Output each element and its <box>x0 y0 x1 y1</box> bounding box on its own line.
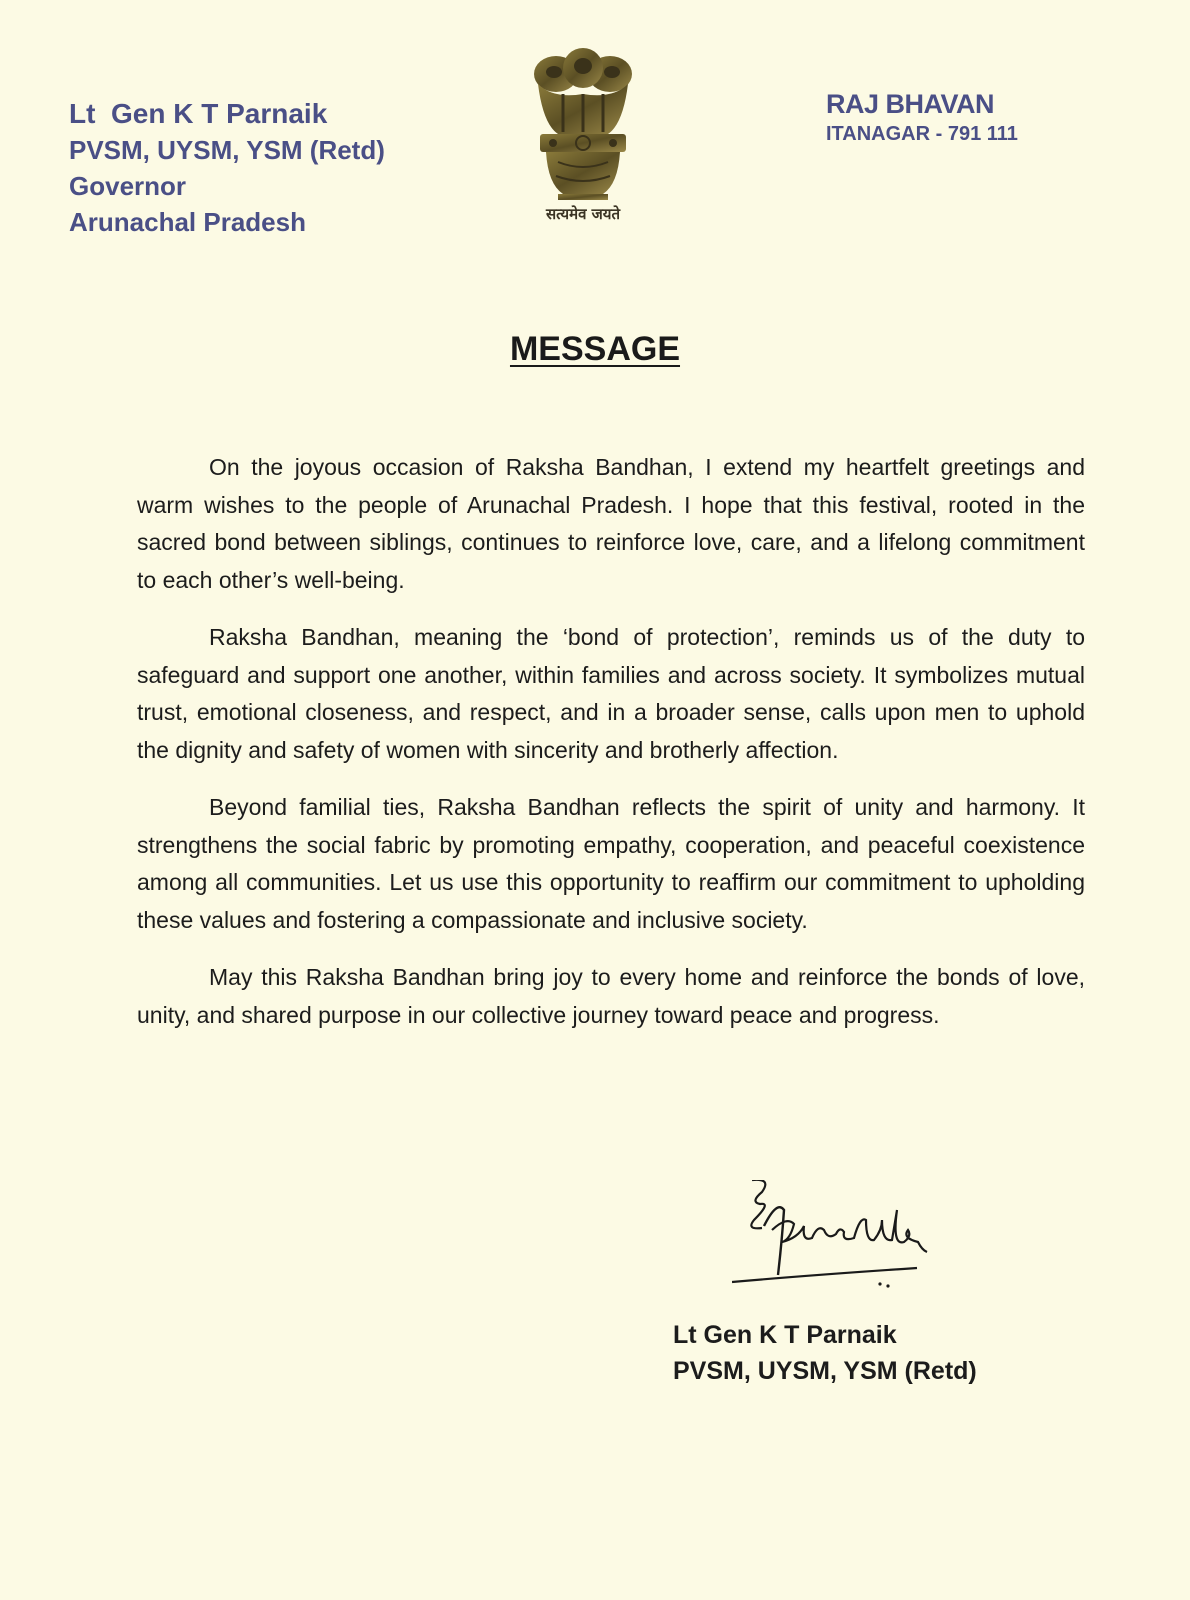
message-title: MESSAGE <box>509 330 681 368</box>
sender-state: Arunachal Pradesh <box>69 207 306 237</box>
office-name: RAJ BHAVAN <box>826 89 995 119</box>
sender-block <box>69 96 385 240</box>
emblem-motto: सत्यमेव जयते <box>545 205 621 223</box>
handwritten-signature <box>732 1180 952 1300</box>
sender-name: Lt Gen K T Parnaik <box>69 98 328 129</box>
signatory-name: Lt Gen K T Parnaik <box>673 1321 897 1349</box>
state-emblem-icon <box>518 44 648 234</box>
paragraph-2: Raksha Bandhan, meaning the ‘bond of protection’, reminds us of the duty to safeguard and support one another, within families and across society. It symbolizes mutual trust, emotional closeness, and respect, and in a broader sense, calls upon men to uphold the dignity and safety of women with sincerity and brotherly affection. <box>137 624 1085 763</box>
office-block <box>826 88 1018 148</box>
paragraph-4: May this Raksha Bandhan bring joy to every home and reinforce the bonds of love, unity, and shared purpose in our collective journey toward peace and progress. <box>137 964 1085 1028</box>
paragraph-1: On the joyous occasion of Raksha Bandhan, I extend my heartfelt greetings and warm wishes to the people of Arunachal Pradesh. I hope that this festival, rooted in the sacred bond between siblings, continues to reinforce love, care, and a lifelong commitment to each other’s well-being. <box>137 454 1085 593</box>
sender-honours: PVSM, UYSM, YSM (Retd) <box>69 135 385 165</box>
paragraph-3: Beyond familial ties, Raksha Bandhan reflects the spirit of unity and harmony. It strengthens the social fabric by promoting empathy, cooperation, and peaceful coexistence among all communities. Let us use this opportunity to reaffirm our commitment to upholding these values and fostering a compassionate and inclusive society. <box>137 794 1085 933</box>
sender-position: Governor <box>69 171 187 201</box>
signatory-honours: PVSM, UYSM, YSM (Retd) <box>673 1357 977 1385</box>
office-address: ITANAGAR - 791 111 <box>826 123 1018 145</box>
message-body <box>137 449 1085 1054</box>
signatory-block <box>673 1317 977 1389</box>
